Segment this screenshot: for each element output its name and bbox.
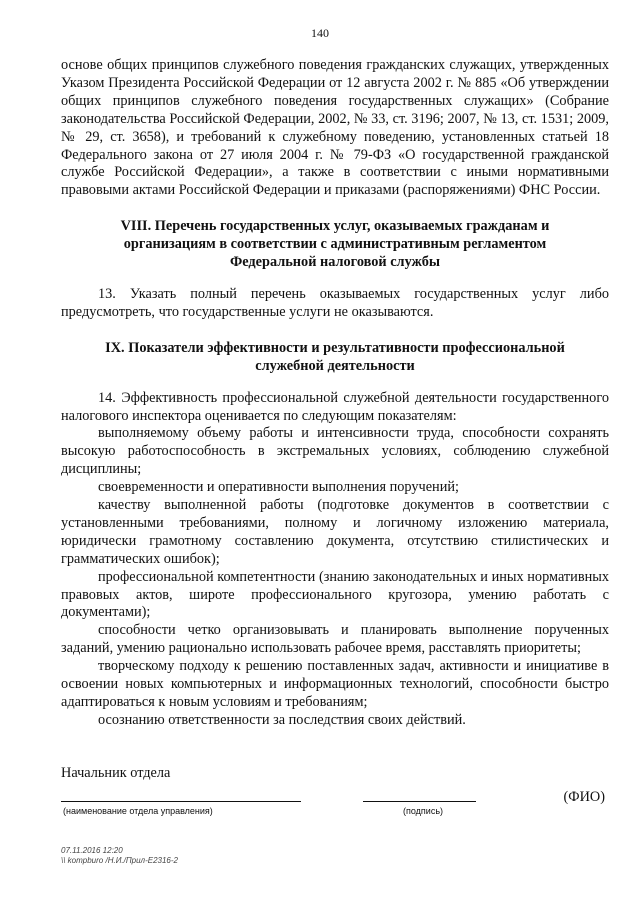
- chief-label: Начальник отдела: [61, 765, 171, 781]
- department-caption: (наименование отдела управления): [63, 806, 213, 816]
- section-9-item: своевременности и оперативности выполнения поручений;: [98, 479, 459, 496]
- department-line: [61, 801, 301, 802]
- section-9-paragraph: 14. Эффективность профессиональной служебной деятельности государственного налогового инспектора оценивается по следующим показателям:: [61, 389, 609, 424]
- section-9-item: способности четко организовывать и планировать выполнение порученных заданий, умению рационально использовать рабочее время, расставлять приоритеты;: [61, 622, 609, 657]
- signature-line: [363, 801, 476, 802]
- section-9-item: качеству выполненной работы (подготовке документов в соответствии с установленными требованиями, полному и логичному изложению материала, юридически грамотному составлению документа, отсутствию стилистических и грамматических ошибок);: [61, 497, 609, 567]
- section-9-item: выполняемому объему работы и интенсивности труда, способности сохранять высокую работоспособность в экстремальных условиях, соблюдению служебной дисциплины;: [61, 425, 609, 478]
- fio-label: (ФИО): [563, 789, 605, 805]
- document-body: [61, 57, 609, 730]
- intro-paragraph: основе общих принципов служебного поведения гражданских служащих, утвержденных Указом Президента Российской Федерации от 12 августа 2002 г. № 885 «Об утверждении общих принципов служебного поведения государственных служащих» (Собрание законодательства Российской Федерации, 2002, № 33, ст. 3196; 2007, № 13, ст. 1531; 2009, № 29, ст. 3658), и требований к служебному поведению, установленных статьей 18 Федерального закона от 27 июля 2004 г. № 79-ФЗ «О государственной гражданской службе Российской Федерации», а также в соответствии с иными нормативными правовыми актами Российской Федерации и приказами (распоряжениями) ФНС России.: [61, 57, 609, 199]
- section-9-item: осознанию ответственности за последствия своих действий.: [98, 711, 466, 728]
- section-9-item: творческому подходу к решению поставленных задач, активности и инициативе в освоении новых компьютерных и информационных технологий, способности быстро адаптироваться к новым условиям и требованиям;: [61, 658, 609, 710]
- section-9-item: профессиональной компетентности (знанию законодательных и иных нормативных правовых актов, широте профессионального кругозора, умению работать с документами);: [61, 568, 609, 621]
- document-meta: [61, 846, 178, 866]
- section-8-heading: VIII. Перечень государственных услуг, оказываемых гражданам и организациям в соответствии с административным регламентом Федеральной налоговой службы: [120, 218, 550, 271]
- section-9-heading: IX. Показатели эффективности и результативности профессиональной служебной деятельности: [105, 339, 565, 374]
- page-number: 140: [311, 26, 329, 40]
- section-8-paragraph: 13. Указать полный перечень оказываемых государственных услуг либо предусмотреть, что государственные услуги не оказываются.: [61, 285, 609, 320]
- meta-timestamp: 07.11.2016 12:20: [61, 846, 123, 855]
- signature-caption: (подпись): [403, 806, 444, 816]
- meta-file-ref: \\ kompburo /Н.И./Прил-Е2316-2: [61, 856, 178, 865]
